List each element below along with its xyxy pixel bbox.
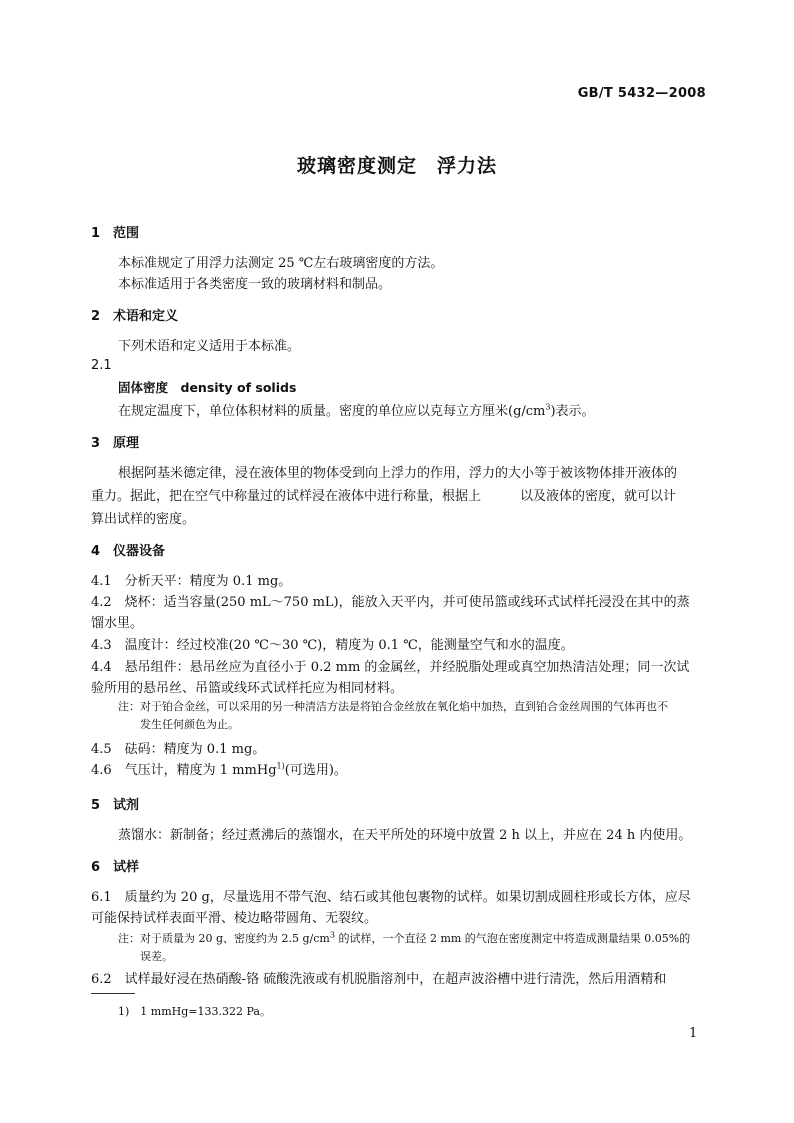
section-2-paragraph-1: 下列术语和定义适用于本标准。 <box>118 339 301 354</box>
item-4-4-line-1: 4.4 悬吊组件：悬吊丝应为直径小于 0.2 mm 的金属丝，并经脱脂处理或真空加热清洁处理；同一次试 <box>91 660 690 675</box>
footnote-1: 1) 1 mmHg=133.322 Pa。 <box>118 1005 271 1018</box>
item-4-4-line-2: 验所用的悬吊丝、吊篮或线环式试样托应为相同材料。 <box>91 681 404 696</box>
note-4-4-line-2: 发生任何颜色为止。 <box>140 718 239 731</box>
section-3-heading: 3 原理 <box>91 436 140 451</box>
section-4-heading: 4 仪器设备 <box>91 544 166 559</box>
note-6-1-line-2: 误差。 <box>140 950 173 963</box>
term-definition: 在规定温度下，单位体积材料的质量。密度的单位应以克每立方厘米$(g/cm^3)$表示。 <box>118 402 595 419</box>
footnote-ref-1: 1) <box>276 761 285 771</box>
section-1-paragraph-2: 本标准适用于各类密度一致的玻璃材料和制品。 <box>118 277 392 292</box>
item-4-2-line-2: 馏水里。 <box>91 616 144 631</box>
item-4-1: 4.1 分析天平：精度为 0.1 mg。 <box>91 574 292 589</box>
item-4-5: 4.5 砝码：精度为 0.1 mg。 <box>91 742 266 757</box>
section-1-heading: 1 范围 <box>91 226 140 241</box>
page-number: 1 <box>689 1026 698 1041</box>
footnote-separator <box>91 993 135 994</box>
item-4-6: 4.6 气压计，精度为 1 mmHg$^{1)}$(可选用)。 <box>91 761 347 778</box>
section-1-paragraph-1: 本标准规定了用浮力法测定 25 ℃左右玻璃密度的方法。 <box>118 256 444 271</box>
note-4-4-line-1: 注：对于铂合金丝，可以采用的另一种清洁方法是将铂合金丝放在氧化焰中加热，直到铂合金丝周围的气体再也不 <box>118 700 668 713</box>
section-3-line-2: 重力。据此，把在空气中称量过的试样浸在液体中进行称量，根据上 以及液体的密度，就可以计 <box>91 489 677 504</box>
document-title: 玻璃密度测定 浮力法 <box>296 155 497 177</box>
section-5-paragraph-1: 蒸馏水：新制备；经过煮沸后的蒸馏水，在天平所处的环境中放置 2 h 以上，并应在 24 h 内使用。 <box>118 828 692 843</box>
section-2-heading: 2 术语和定义 <box>91 309 179 324</box>
standard-number: GB/T 5432—2008 <box>577 86 706 101</box>
item-6-1-line-2: 可能保持试样表面平滑、棱边略带圆角、无裂纹。 <box>91 911 378 926</box>
item-4-2-line-1: 4.2 烧杯：适当容量(250 mL～750 mL)，能放入天平内，并可使吊篮或线环式试样托浸没在其中的蒸 <box>91 595 690 610</box>
item-6-1-line-1: 6.1 质量约为 20 g，尽量选用不带气泡、结石或其他包裹物的试样。如果切割成圆柱形或长方体，应尽 <box>91 890 691 905</box>
section-6-heading: 6 试样 <box>91 860 140 875</box>
term-density-of-solids: 固体密度 density of solids <box>118 380 297 395</box>
note-6-1-line-1: 注：对于质量为 20 g、密度约为 2.5 $g/cm^3$ 的试样，一个直径 2 mm 的气泡在密度测定中将造成测量结果 0.05%的 <box>118 930 691 945</box>
section-3-line-3: 算出试样的密度。 <box>91 512 196 527</box>
section-5-heading: 5 试剂 <box>91 798 140 813</box>
item-6-2-line-1: 6.2 试样最好浸在热硝酸-铬 硫酸洗液或有机脱脂溶剂中，在超声波浴槽中进行清洗，然后用酒精和 <box>91 972 667 987</box>
subclause-2-1-number: 2.1 <box>91 358 112 373</box>
section-3-line-1: 根据阿基米德定律，浸在液体里的物体受到向上浮力的作用，浮力的大小等于被该物体排开液体的 <box>118 466 678 481</box>
item-4-3: 4.3 温度计：经过校准(20 ℃～30 ℃)，精度为 0.1 ℃，能测量空气和水的温度。 <box>91 638 574 653</box>
